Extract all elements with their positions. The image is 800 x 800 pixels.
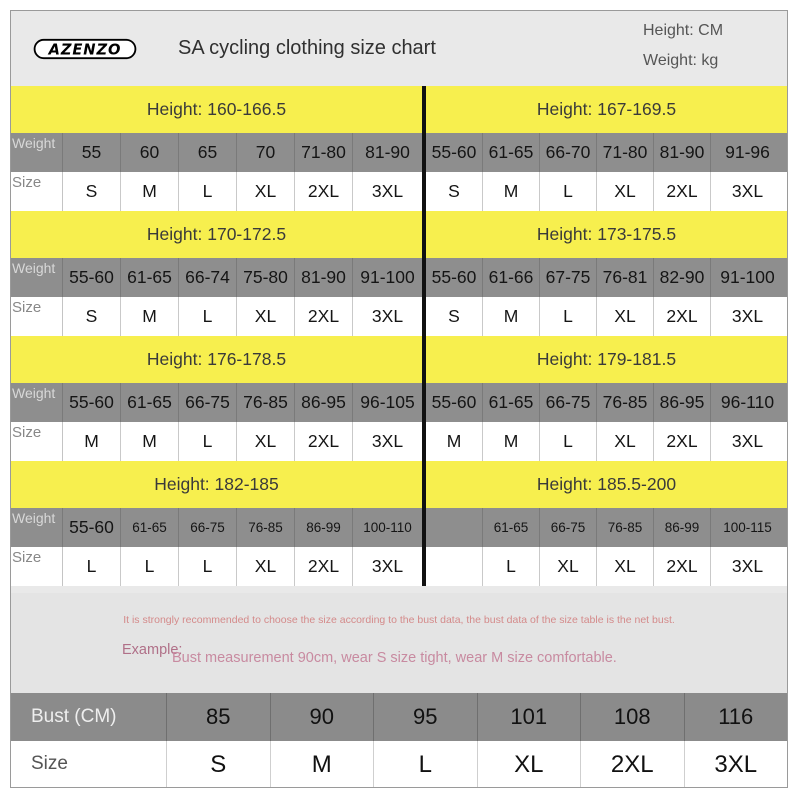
notice-text: It is strongly recommended to choose the size according to the bust data, the bust data of the size table is the net bust.: [123, 614, 675, 626]
height-range-left: Height: 182-185: [11, 461, 426, 508]
size-cell: XL: [540, 547, 597, 586]
weight-cell: 55-60: [426, 258, 483, 297]
weight-cell: 100-115: [723, 520, 772, 535]
size-row-label: Size: [11, 422, 63, 461]
weight-row-label: Weight: [11, 508, 63, 547]
weight-cell: 91-96: [725, 142, 770, 162]
size-cell: 3XL: [731, 556, 764, 576]
size-cell: L: [121, 547, 179, 586]
size-row-label: Size: [11, 172, 63, 211]
size-cell: L: [540, 172, 597, 211]
weight-cell: 61-65: [483, 508, 540, 547]
weight-cell: 61-65: [121, 383, 179, 422]
height-header-row: [11, 461, 787, 508]
weight-cell: 61-65: [483, 133, 540, 172]
size-cell: 2XL: [295, 422, 353, 461]
size-cell: XL: [237, 547, 295, 586]
size-cell: XL: [597, 297, 654, 336]
weight-cell: 55-60: [63, 383, 121, 422]
size-value: 3XL: [684, 741, 788, 788]
weight-cell: 67-75: [540, 258, 597, 297]
weight-cell: 61-65: [483, 383, 540, 422]
weight-cell: 60: [121, 133, 179, 172]
weight-cell: 91-100: [720, 267, 775, 287]
size-cell: 2XL: [654, 547, 711, 586]
weight-cell: 81-90: [353, 133, 426, 172]
size-cell: [426, 547, 483, 586]
weight-cell: 86-95: [654, 383, 711, 422]
weight-cell: [426, 508, 483, 547]
size-row: [11, 172, 787, 211]
weight-cell: 70: [237, 133, 295, 172]
weight-row-label: Weight: [11, 133, 63, 172]
bust-value: 116: [684, 693, 788, 741]
weight-row: [11, 133, 787, 172]
size-cell: XL: [237, 172, 295, 211]
height-weight-grid: [11, 86, 787, 586]
weight-cell: 76-85: [237, 508, 295, 547]
weight-cell: 61-66: [483, 258, 540, 297]
size-cell: 2XL: [654, 422, 711, 461]
size-cell: L: [179, 422, 237, 461]
height-range-left: Height: 160-166.5: [11, 86, 426, 133]
weight-cell: 71-80: [597, 133, 654, 172]
size-cell: 2XL: [654, 297, 711, 336]
size-cell: 2XL: [295, 297, 353, 336]
size-cell: M: [63, 422, 121, 461]
size-cell: 3XL: [353, 297, 426, 336]
height-range-left: Height: 170-172.5: [11, 211, 426, 258]
size-cell: XL: [237, 297, 295, 336]
weight-cell: 66-75: [179, 508, 237, 547]
weight-cell: 66-74: [179, 258, 237, 297]
weight-cell: 75-80: [237, 258, 295, 297]
size-cell: M: [121, 297, 179, 336]
height-range-right: Height: 185.5-200: [426, 461, 787, 508]
size-row-label: Size: [31, 753, 68, 774]
size-value: XL: [477, 741, 581, 788]
weight-cell: 86-95: [295, 383, 353, 422]
weight-cell: 61-65: [121, 508, 179, 547]
size-cell: S: [426, 172, 483, 211]
size-cell: M: [483, 422, 540, 461]
height-unit-note: Height: CM: [643, 22, 724, 39]
weight-cell: 91-100: [353, 258, 426, 297]
weight-cell: 66-75: [540, 383, 597, 422]
weight-cell: 61-65: [121, 258, 179, 297]
weight-cell: 65: [179, 133, 237, 172]
bust-size-table: [11, 693, 787, 788]
svg-text:AZENZO: AZENZO: [48, 41, 122, 59]
recommendation-notice: [11, 593, 787, 693]
weight-cell: 55: [63, 133, 121, 172]
weight-cell: 96-110: [720, 392, 775, 412]
weight-cell: 82-90: [654, 258, 711, 297]
size-cell: 3XL: [731, 306, 764, 326]
weight-cell: 66-70: [540, 133, 597, 172]
size-row: [11, 297, 787, 336]
weight-unit-note: Weight: kg: [643, 52, 719, 69]
size-chart: [10, 10, 788, 788]
height-header-row: [11, 211, 787, 258]
size-row-label: Size: [11, 547, 63, 586]
size-value: M: [270, 741, 374, 788]
bust-row: [11, 693, 787, 741]
size-cell: M: [483, 297, 540, 336]
size-cell: L: [179, 297, 237, 336]
height-header-row: [11, 336, 787, 383]
chart-title: SA cycling clothing size chart: [178, 37, 436, 59]
bust-value: 90: [270, 693, 374, 741]
size-cell: XL: [597, 547, 654, 586]
weight-cell: 81-90: [654, 133, 711, 172]
weight-cell: 96-105: [353, 383, 426, 422]
size-cell: S: [63, 172, 121, 211]
weight-cell: 66-75: [179, 383, 237, 422]
size-cell: 3XL: [353, 422, 426, 461]
size-value: 2XL: [580, 741, 684, 788]
size-row: [11, 547, 787, 586]
size-cell: XL: [597, 172, 654, 211]
azenzo-logo: [29, 38, 141, 60]
size-cell: M: [483, 172, 540, 211]
bust-size-row: [11, 741, 787, 788]
weight-cell: 86-99: [295, 508, 353, 547]
weight-row: [11, 258, 787, 297]
weight-cell: 55-60: [426, 383, 483, 422]
size-cell: 3XL: [353, 172, 426, 211]
weight-cell: 81-90: [295, 258, 353, 297]
size-value: L: [373, 741, 477, 788]
weight-cell: 55-60: [63, 258, 121, 297]
height-group: [11, 336, 787, 461]
example-text: Bust measurement 90cm, wear S size tight, wear M size comfortable.: [172, 650, 617, 666]
size-row-label: Size: [11, 297, 63, 336]
size-cell: S: [63, 297, 121, 336]
weight-cell: 71-80: [295, 133, 353, 172]
size-cell: L: [179, 547, 237, 586]
weight-row-label: Weight: [11, 258, 63, 297]
chart-header: [11, 11, 787, 86]
size-cell: L: [179, 172, 237, 211]
bust-value: 85: [166, 693, 270, 741]
example-label: Example:: [122, 642, 183, 658]
size-cell: M: [121, 172, 179, 211]
height-range-right: Height: 179-181.5: [426, 336, 787, 383]
height-group: [11, 86, 787, 211]
height-group: [11, 211, 787, 336]
size-cell: M: [426, 422, 483, 461]
size-value: S: [166, 741, 270, 788]
size-cell: L: [483, 547, 540, 586]
size-row: [11, 422, 787, 461]
bust-row-label: Bust (CM): [31, 706, 117, 727]
size-cell: 2XL: [295, 172, 353, 211]
bust-value: 95: [373, 693, 477, 741]
size-cell: M: [121, 422, 179, 461]
weight-cell: 55-60: [426, 133, 483, 172]
height-header-row: [11, 86, 787, 133]
weight-cell: 66-75: [540, 508, 597, 547]
bust-value: 108: [580, 693, 684, 741]
weight-cell: 76-85: [597, 508, 654, 547]
size-cell: 2XL: [654, 172, 711, 211]
weight-cell: 76-85: [597, 383, 654, 422]
height-range-left: Height: 176-178.5: [11, 336, 426, 383]
size-cell: 2XL: [295, 547, 353, 586]
bust-value: 101: [477, 693, 581, 741]
height-range-right: Height: 173-175.5: [426, 211, 787, 258]
size-cell: 3XL: [731, 181, 764, 201]
size-cell: XL: [237, 422, 295, 461]
weight-cell: 55-60: [63, 508, 121, 547]
weight-cell: 86-99: [654, 508, 711, 547]
height-range-right: Height: 167-169.5: [426, 86, 787, 133]
weight-cell: 76-81: [597, 258, 654, 297]
size-cell: L: [540, 297, 597, 336]
weight-row: [11, 508, 787, 547]
height-group: [11, 461, 787, 586]
weight-cell: 76-85: [237, 383, 295, 422]
weight-row-label: Weight: [11, 383, 63, 422]
size-cell: L: [63, 547, 121, 586]
weight-cell: 100-110: [353, 508, 426, 547]
size-cell: 3XL: [353, 547, 426, 586]
size-cell: S: [426, 297, 483, 336]
size-cell: XL: [597, 422, 654, 461]
size-cell: L: [540, 422, 597, 461]
weight-row: [11, 383, 787, 422]
size-cell: 3XL: [731, 431, 764, 451]
